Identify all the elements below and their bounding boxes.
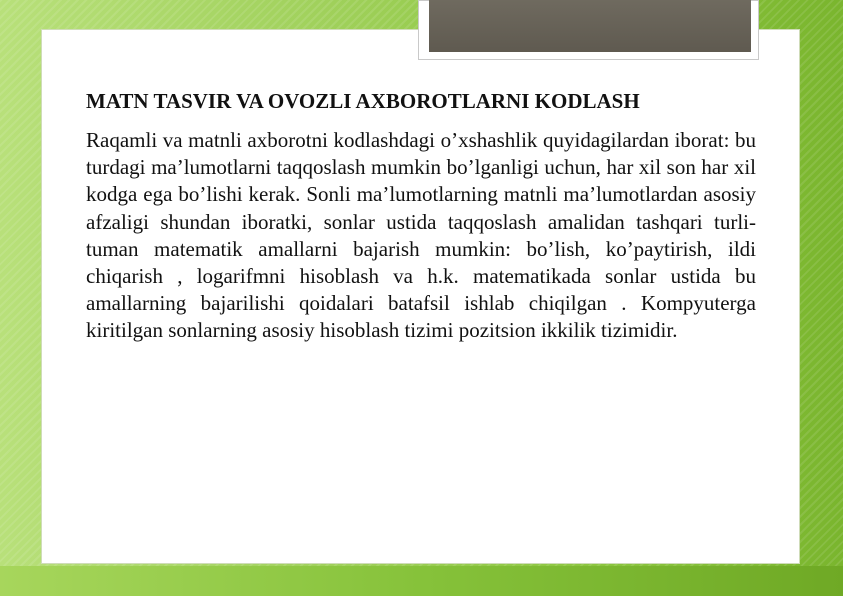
slide-title: MATN TASVIR VA OVOZLI AXBOROTLARNI KODLASH xyxy=(86,89,640,113)
header-image xyxy=(429,0,751,52)
slide-body-text: Raqamli va matnli axborotni kodlashdagi o’xshashlik quyidagilardan iborat: bu turdagi ma’lumotlarni taqqoslash mumkin bo’lganligi uchun, har xil son har xil kodga ega bo’lishi kerak. Sonli ma’lumotlarning matnli ma’lumotlardan asosiy afzaligi shundan iboratki, sonlar ustida taqqoslash amalidan tashqari turli-tuman matematik amallarni bajarish mumkin: bo’lish, ko’paytirish, ildi chiqarish , logarifmni hisoblash va h.k. matematikada sonlar ustida bu amallarning bajarilishi qoidalari batafsil ishlab chiqilgan . Kompyuterga kiritilgan sonlarning asosiy hisoblash tizimi pozitsion ikkilik tizimidir. xyxy=(86,128,756,343)
background-bottom-band xyxy=(0,566,843,596)
